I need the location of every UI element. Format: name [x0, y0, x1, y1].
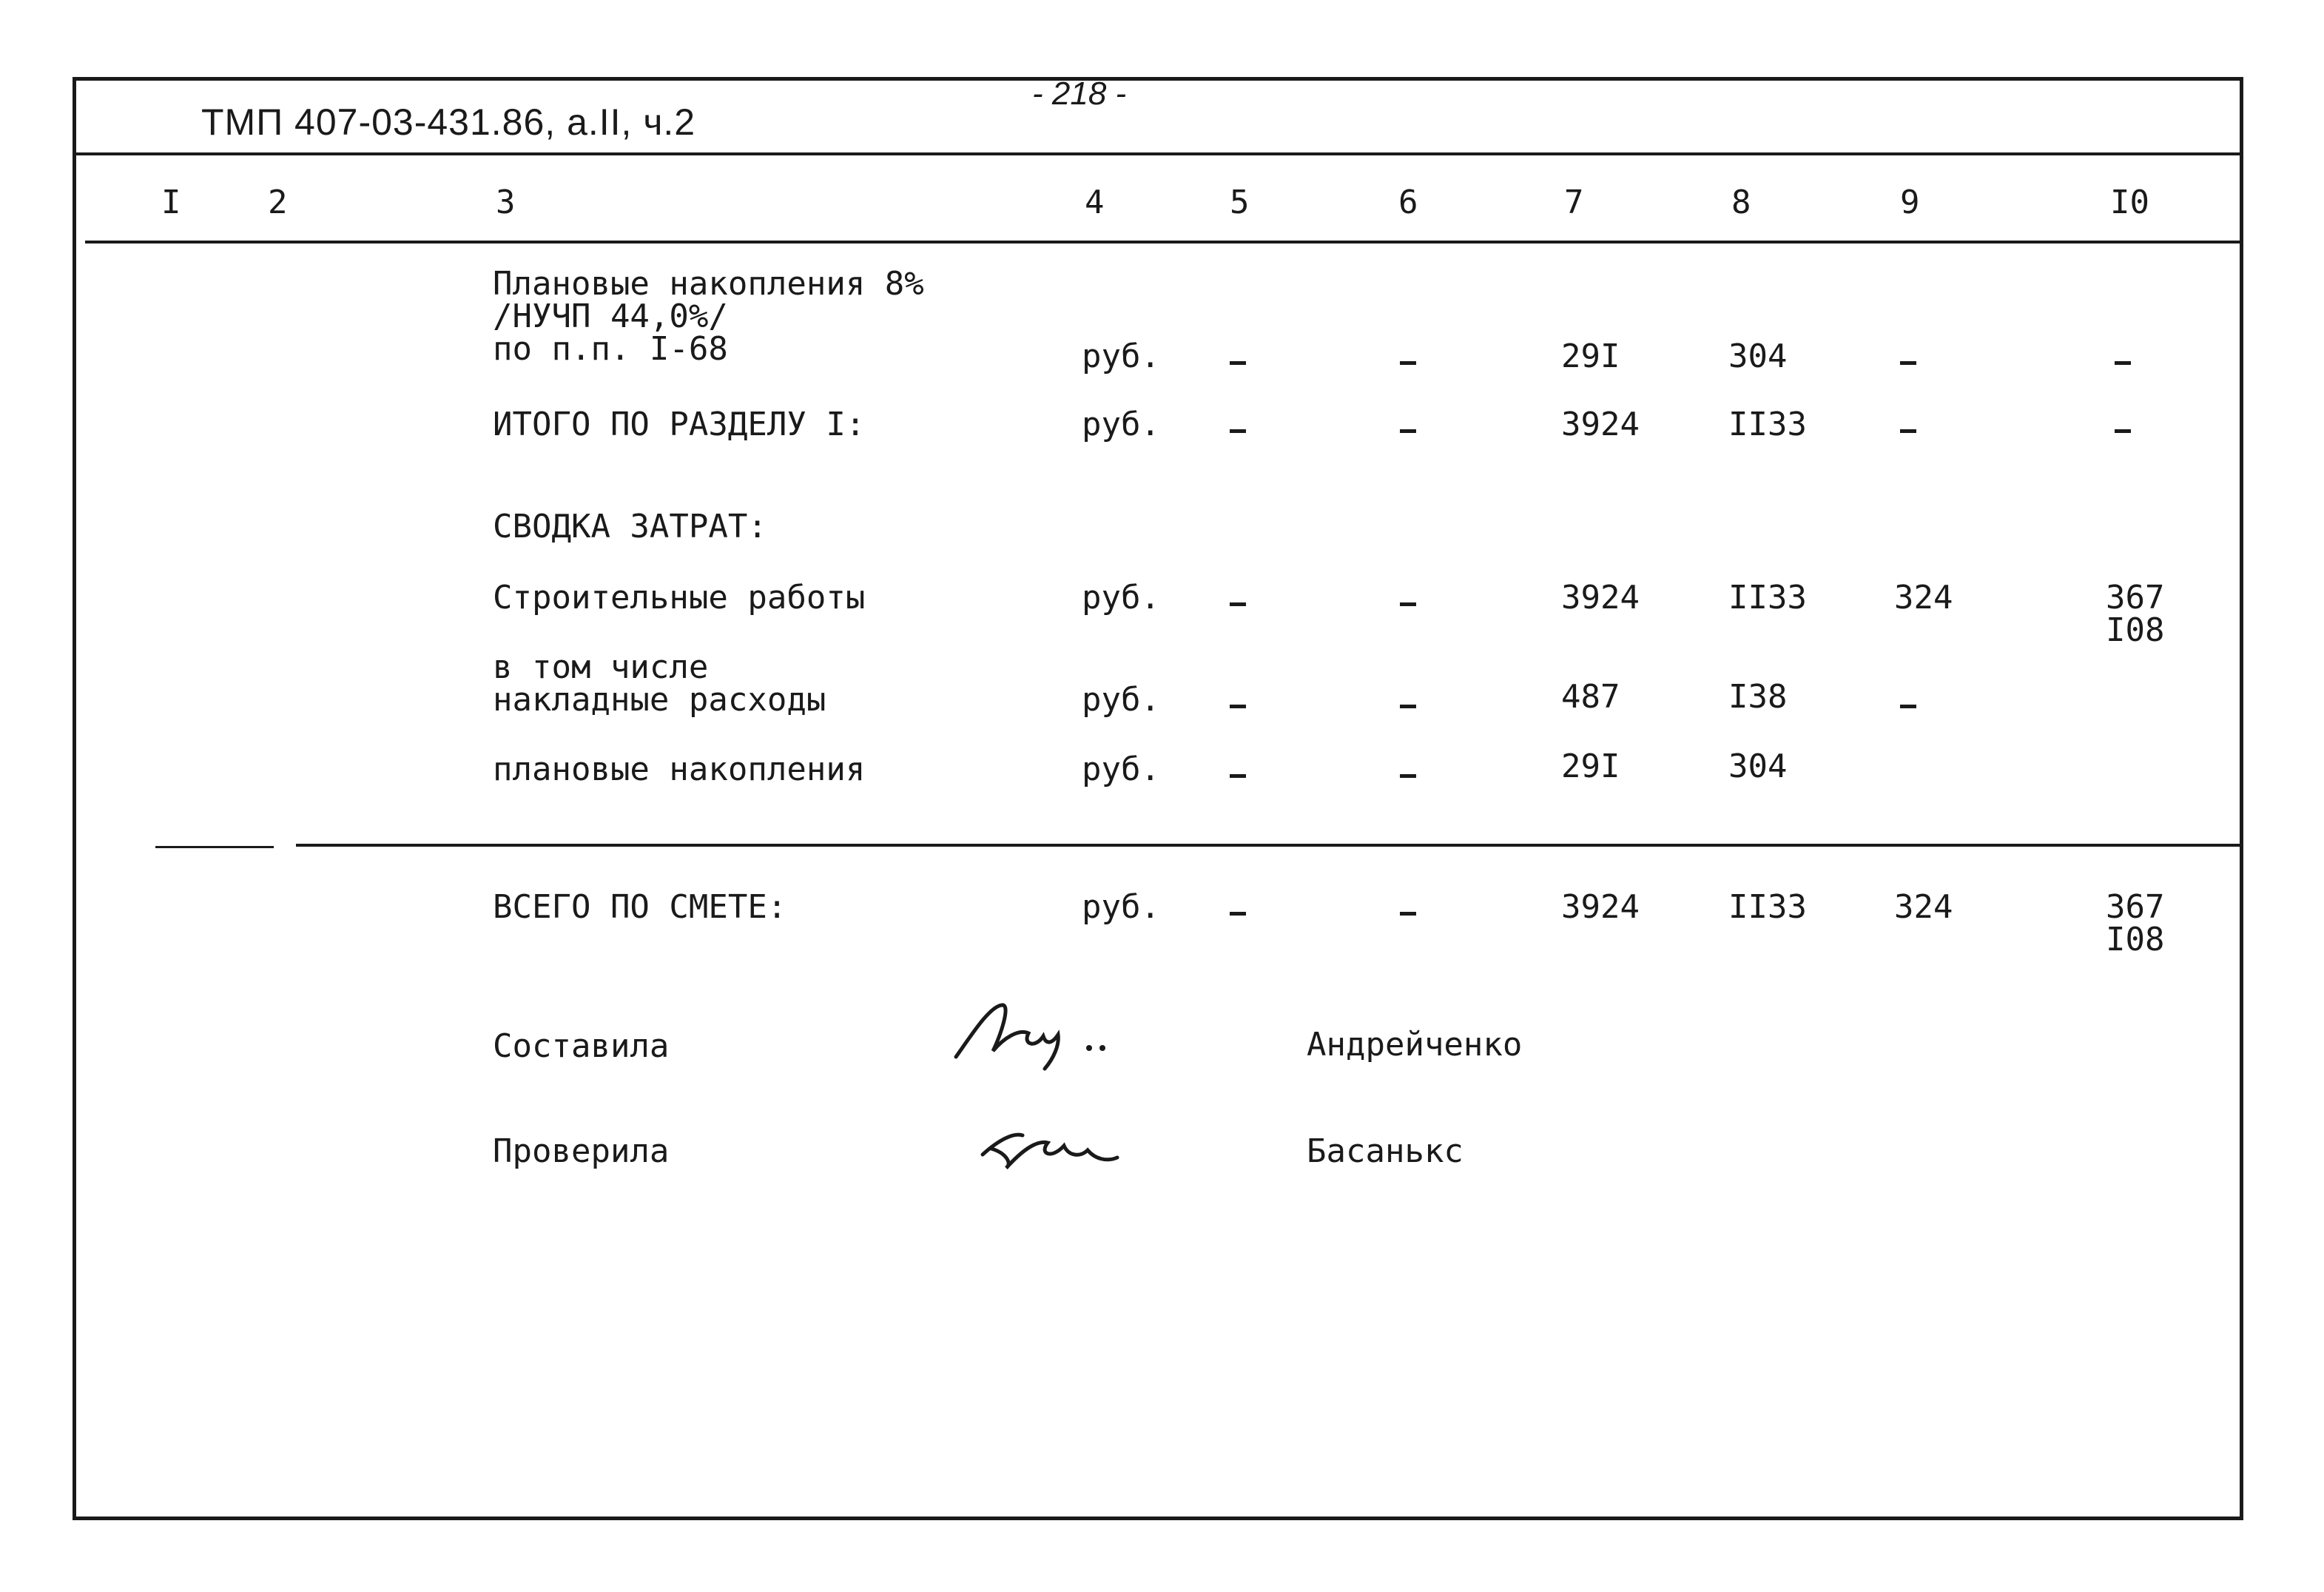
row-2-col8: II33	[1728, 406, 1807, 443]
row-4-col10: 367 I08	[2106, 579, 2165, 649]
signature-1-image	[949, 992, 1126, 1073]
col-header-4: 4	[1085, 184, 1105, 221]
row-5-col9-dash	[1900, 705, 1916, 708]
total-col5-dash	[1230, 912, 1246, 916]
signature-1-name: Андрейченко	[1307, 1026, 1523, 1064]
row-5-col7: 487	[1561, 678, 1620, 716]
row-1-description: Плановые накопления 8% /НУЧП 44,0%/ по п.п. I-68	[493, 265, 924, 368]
col-header-5: 5	[1230, 184, 1250, 221]
total-rule-left	[155, 846, 274, 848]
col-header-6: 6	[1398, 184, 1418, 221]
row-6-description: плановые накопления	[493, 750, 866, 788]
row-4-col5-dash	[1230, 602, 1246, 606]
row-4-col9: 324	[1894, 579, 1953, 617]
total-col6-dash	[1400, 912, 1416, 916]
signature-1-role: Составила	[493, 1027, 670, 1065]
row-4-col7: 3924	[1561, 579, 1640, 617]
row-5-unit: руб.	[1082, 681, 1160, 719]
col-header-1: I	[161, 184, 181, 221]
row-6-col7: 29I	[1561, 748, 1620, 785]
col-header-3: 3	[496, 184, 516, 221]
row-1-col8: 304	[1728, 337, 1788, 375]
col-header-7: 7	[1564, 184, 1584, 221]
row-2-col6-dash	[1400, 429, 1416, 433]
col-header-9: 9	[1900, 184, 1920, 221]
col-header-2: 2	[268, 184, 288, 221]
row-1-col5-dash	[1230, 361, 1246, 365]
row-6-col6-dash	[1400, 774, 1416, 778]
col-header-8: 8	[1731, 184, 1751, 221]
col-header-10: I0	[2110, 184, 2149, 221]
row-5-description: в том числе накладные расходы	[493, 648, 826, 719]
signature-2-name: Басанькс	[1307, 1132, 1464, 1170]
signature-2-image	[977, 1110, 1125, 1177]
row-1-col7: 29I	[1561, 337, 1620, 375]
row-2-unit: руб.	[1082, 406, 1160, 443]
row-4-col6-dash	[1400, 602, 1416, 606]
row-4-description: Строительные работы	[493, 579, 866, 617]
row-2-col9-dash	[1900, 429, 1916, 433]
row-2-col7: 3924	[1561, 406, 1640, 443]
row-5-col5-dash	[1230, 705, 1246, 708]
page-number: - 218 -	[1032, 75, 1127, 112]
row-6-col5-dash	[1230, 774, 1246, 778]
total-col8: II33	[1728, 888, 1807, 926]
row-4-unit: руб.	[1082, 579, 1160, 617]
total-unit: руб.	[1082, 888, 1160, 926]
row-6-col8: 304	[1728, 748, 1788, 785]
row-1-col6-dash	[1400, 361, 1416, 365]
document-code: ТМП 407-03-431.86, а.II, ч.2	[201, 101, 696, 143]
total-rule-right	[296, 844, 2243, 847]
row-2-col10-dash	[2115, 429, 2131, 433]
row-5-col8: I38	[1728, 678, 1788, 716]
row-1-col9-dash	[1900, 361, 1916, 365]
row-5-col6-dash	[1400, 705, 1416, 708]
row-1-unit: руб.	[1082, 337, 1160, 375]
total-description: ВСЕГО ПО СМЕТЕ:	[493, 888, 787, 926]
row-1-col10-dash	[2115, 361, 2131, 365]
total-col10: 367 I08	[2106, 888, 2165, 958]
row-6-unit: руб.	[1082, 750, 1160, 788]
row-2-col5-dash	[1230, 429, 1246, 433]
section-heading: СВОДКА ЗАТРАТ:	[493, 508, 767, 545]
signature-2-role: Проверила	[493, 1132, 670, 1170]
total-col9: 324	[1894, 888, 1953, 926]
header-rule	[73, 152, 2243, 155]
total-col7: 3924	[1561, 888, 1640, 926]
row-4-col8: II33	[1728, 579, 1807, 617]
row-2-description: ИТОГО ПО РАЗДЕЛУ I:	[493, 406, 866, 443]
page-frame	[73, 77, 2243, 1520]
column-header-rule	[85, 241, 2243, 243]
